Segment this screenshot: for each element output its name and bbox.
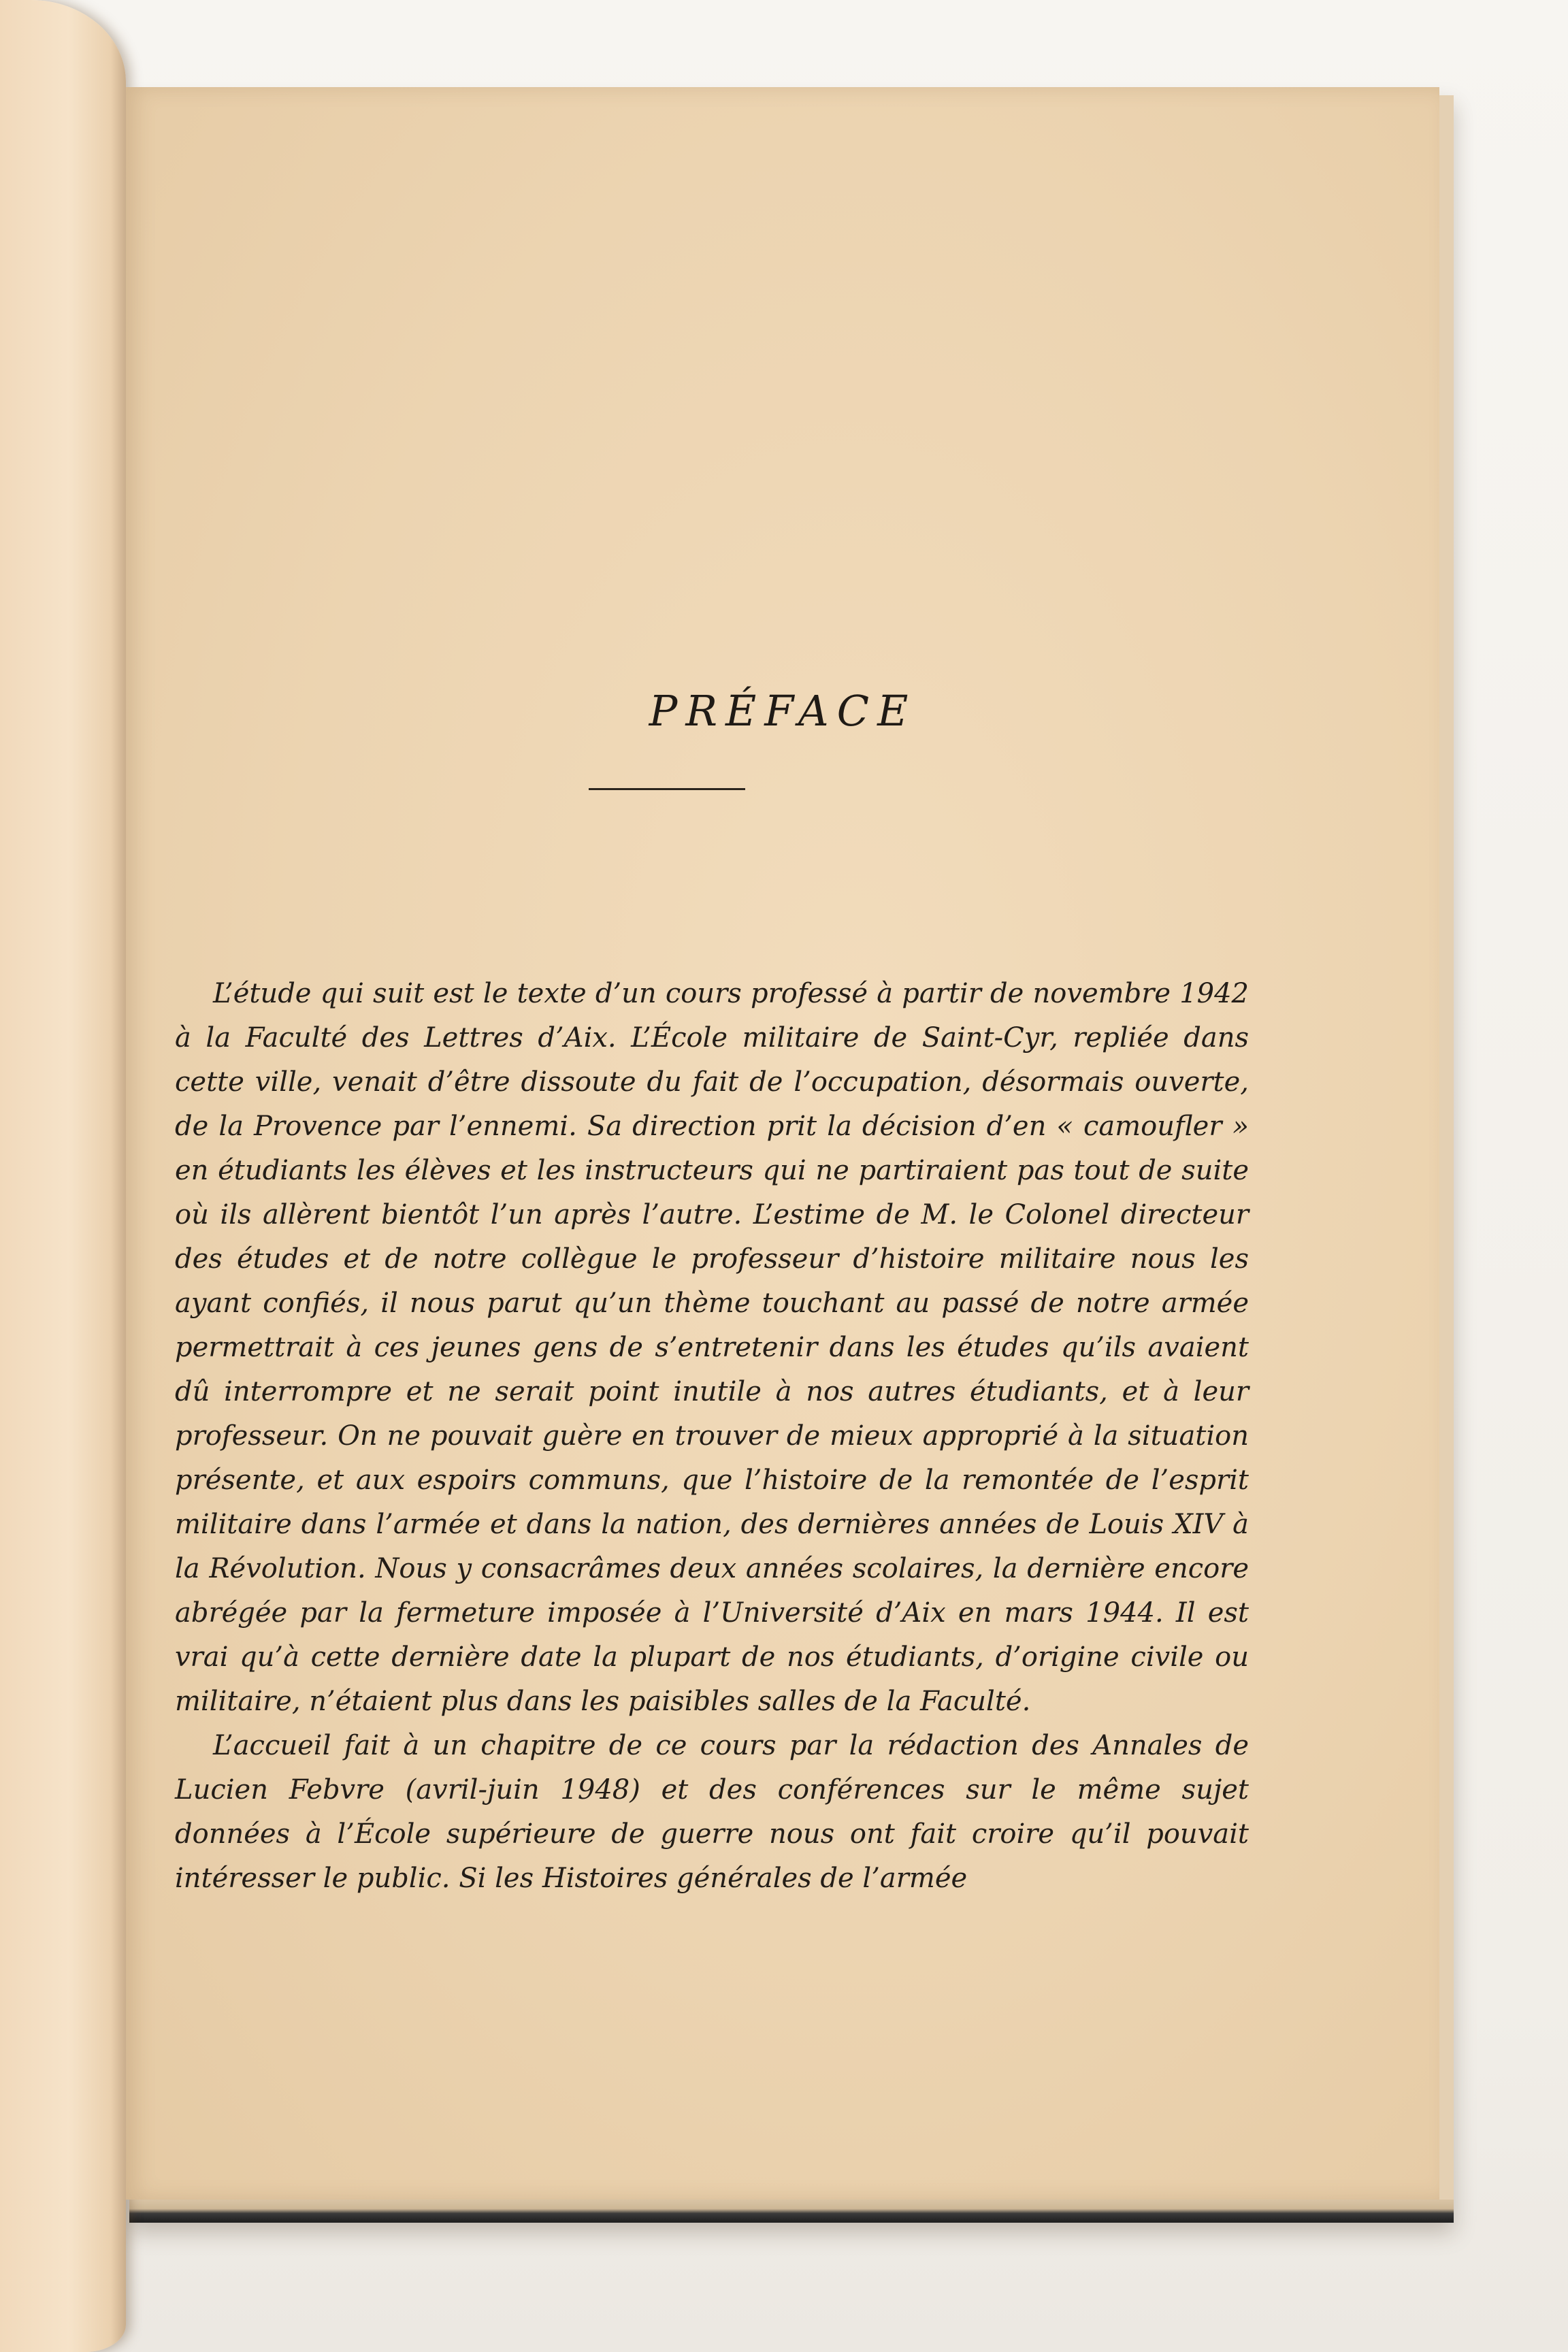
paragraph-1: L’étude qui suit est le texte d’un cours professé à partir de novembre 1942 à la Faculté des Lettres d’Aix. L’École militaire de Saint-Cyr, repliée dans cette ville, venait d’être dissoute du fait de l’occupation, désormais ouverte, de la Provence par l’ennemi. Sa direction prit la décision d’en « camoufler » en étudiants les élèves et les instructeurs qui ne partiraient pas tout de suite où ils allèrent bientôt l’un après l’autre. L’estime de M. le Colonel directeur des études et de notre collègue le professeur d’histoire militaire nous les ayant confiés, il nous parut qu’un thème touchant au passé de notre armée permettrait à ces jeunes gens de s’entretenir dans les études qu’ils avaient dû interrompre et ne serait point inutile à nos autres étudiants, et à leur professeur. On ne pouvait guère en trouver de mieux approprié à la situation présente, et aux espoirs communs, que l’histoire de la remontée de l’esprit militaire dans l’armée et dans la nation, des dernières années de Louis XIV à la Révolution. Nous y consacrâmes deux années scolaires, la dernière encore abrégée par la fermeture imposée à l’Université d’Aix en mars 1944. Il est vrai qu’à cette dernière date la plupart de nos étudiants, d’origine civile ou militaire, n’étaient plus dans les paisibles salles de la Faculté.: [175, 978, 1249, 1717]
left-page-curl: [0, 0, 126, 2352]
title-divider: [589, 788, 745, 790]
book-bottom-edge: [129, 2200, 1454, 2223]
book-page: [126, 87, 1439, 2200]
preface-body: [175, 972, 1249, 1901]
paragraph-2: L’accueil fait à un chapitre de ce cours par la rédaction des Annales de Lucien Febvre (avril-juin 1948) et des conférences sur le même sujet données à l’École supérieure de guerre nous ont fait croire qu’il pouvait intéresser le public. Si les Histoires générales de l’armée: [175, 1730, 1249, 1894]
page-title: PRÉFACE: [649, 686, 917, 736]
